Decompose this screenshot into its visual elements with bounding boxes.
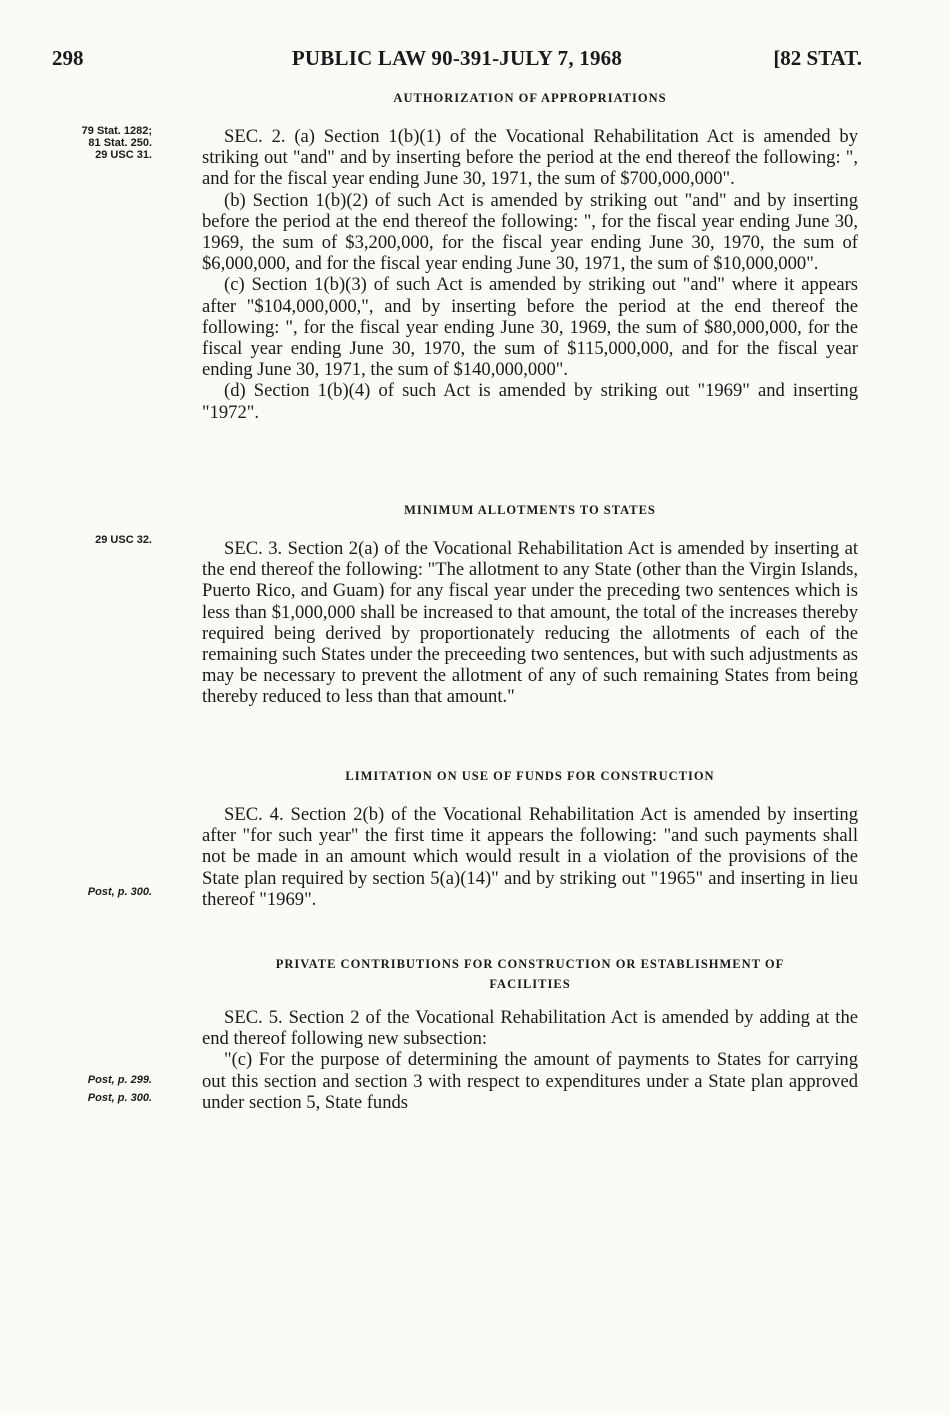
margin-citation	[42, 1071, 152, 1107]
paragraph: (c) Section 1(b)(3) of such Act is amended by striking out "and" where it appears after "$104,000,000,", and by inserting before the period at the end thereof the following: ", for the fiscal year ending June 30, 1969, the sum of $80,000,000, for the fiscal year ending June 30, 1970, the sum of $115,000,000, and for the fiscal year ending June 30, 1971, the sum of $140,000,000".	[202, 274, 858, 381]
citation-line: 81 Stat. 250.	[88, 137, 152, 149]
paragraph: SEC. 4. Section 2(b) of the Vocational Rehabilitation Act is amended by inserting after "for such year" the first time it appears the following: "and such payments shall not be made in an amount which would result in a violation of the provisions of the State plan required by section 5(a)(14)" and by striking out "1965" and inserting in lieu thereof "1969".	[202, 804, 858, 910]
section-heading: LIMITATION ON USE OF FUNDS FOR CONSTRUCTION	[345, 769, 715, 783]
margin-citation	[42, 125, 152, 161]
paragraph: "(c) For the purpose of determining the amount of payments to States for carrying out this section and section 3 with respect to expenditures under a State plan approved under section 5, State funds	[202, 1049, 858, 1113]
page-number: 298	[52, 46, 84, 70]
margin-citation	[42, 886, 152, 898]
section-body	[202, 126, 858, 423]
paragraph: (d) Section 1(b)(4) of such Act is amended by striking out "1969" and inserting "1972".	[202, 380, 858, 423]
statute-reference: [82 STAT.	[773, 46, 862, 70]
section-body	[202, 804, 858, 910]
citation-line: 29 USC 31.	[95, 149, 152, 161]
citation-line: Post, p. 300.	[87, 1092, 152, 1104]
citation-line: Post, p. 300.	[87, 886, 152, 898]
section-heading: AUTHORIZATION OF APPROPRIATIONS	[393, 91, 667, 105]
section-body	[202, 1007, 858, 1113]
paragraph: (b) Section 1(b)(2) of such Act is amended by striking out "and" and by inserting before the period at the end thereof the following: ", for the fiscal year ending June 30, 1969, the sum of $3,200,000, for the fiscal year ending June 30, 1970, the sum of $6,000,000, and for the fiscal year ending June 30, 1971, the sum of $10,000,000".	[202, 189, 858, 275]
citation-line: 79 Stat. 1282;	[81, 125, 152, 137]
citation-line: 29 USC 32.	[95, 534, 152, 546]
citation-line: Post, p. 299.	[87, 1074, 152, 1086]
page-header	[52, 46, 862, 76]
paragraph: SEC. 3. Section 2(a) of the Vocational Rehabilitation Act is amended by inserting at the end thereof the following: "The allotment to any State (other than the Virgin Islands, Puerto Rico, and Guam) for any fiscal year under the preceding two sentences which is less than $1,000,000 shall be increased to that amount, the total of the increases thereby required being derived by proportionately reducing the allotments of each of the remaining such States under the preceeding two sentences, but with such adjustments as may be necessary to prevent the allotment of any of such remaining States from being thereby reduced to less than that amount."	[202, 538, 858, 708]
running-title: PUBLIC LAW 90-391-JULY 7, 1968	[291, 46, 623, 70]
section-body	[202, 538, 858, 708]
section-heading: MINIMUM ALLOTMENTS TO STATES	[404, 503, 656, 517]
margin-citation	[42, 534, 152, 546]
section-heading: PRIVATE CONTRIBUTIONS FOR CONSTRUCTION OR ESTABLISHMENT OF FACILITIES	[275, 957, 785, 991]
paragraph: SEC. 2. (a) Section 1(b)(1) of the Vocational Rehabilitation Act is amended by striking out "and" and by inserting before the period at the end thereof the following: ", and for the fiscal year ending June 30, 1971, the sum of $700,000,000".	[202, 126, 858, 190]
paragraph: SEC. 5. Section 2 of the Vocational Rehabilitation Act is amended by adding at the end thereof following new subsection:	[202, 1007, 858, 1050]
